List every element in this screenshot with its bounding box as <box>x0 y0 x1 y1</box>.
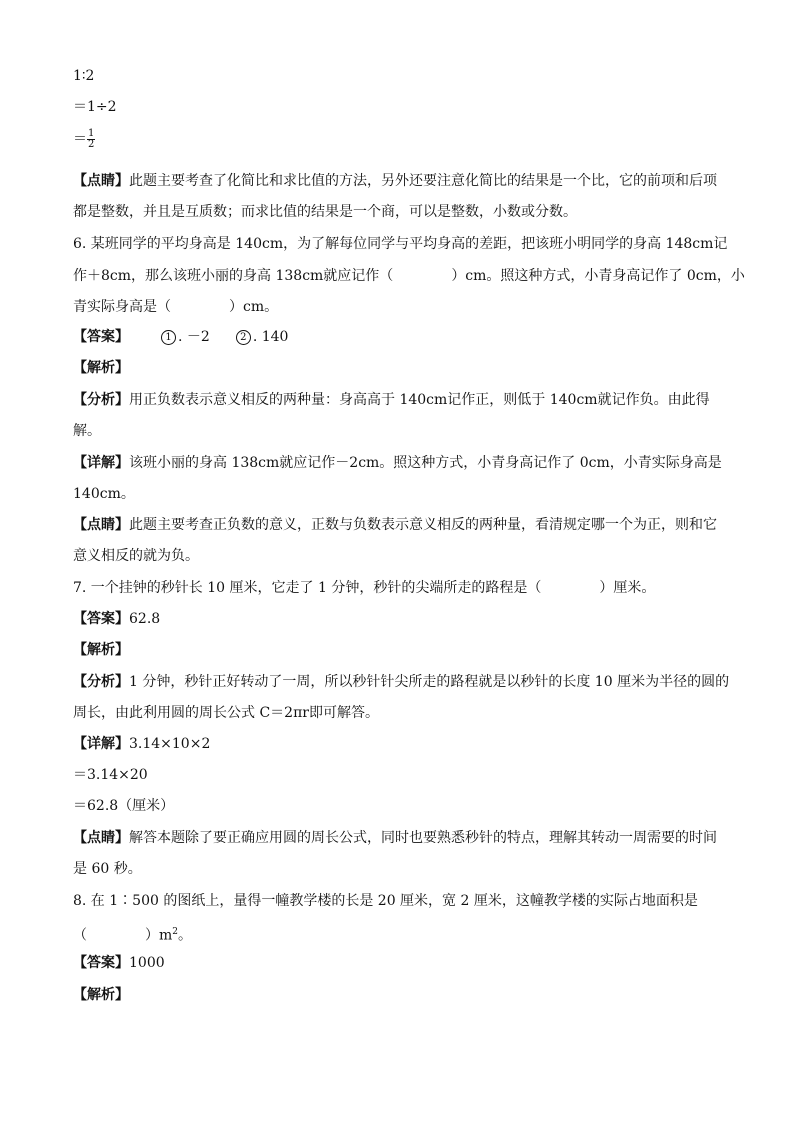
q5-dianjing-line-1 <box>73 171 717 191</box>
q6-dianjing-line-1 <box>73 515 717 535</box>
dianjing-text: 解答本题除了要正确应用圆的周长公式，同时也要熟悉秒针的特点，理解其转动一周需要的时间 <box>129 830 717 846</box>
q6-answer-line <box>73 327 288 347</box>
xiangjie-label: 【详解】 <box>73 736 129 752</box>
fenxi-text: 用正负数表示意义相反的两种量：身高高于 140cm记作正，则低于 140cm就记作负。由此得 <box>129 392 710 408</box>
q8-period: 。 <box>178 927 193 944</box>
fraction-line <box>73 129 95 150</box>
q6-stem-part-d: ）cm。 <box>229 299 279 315</box>
circled-number-2: 2 <box>236 330 251 345</box>
calc-step-3: ＝62.8（厘米） <box>73 798 175 814</box>
equals-sign: ＝ <box>73 131 87 148</box>
q6-stem-line-2 <box>73 266 745 286</box>
q7-dianjing-line-2: 是 60 秒。 <box>73 861 142 877</box>
answer-label: 【答案】 <box>73 955 129 971</box>
xiangjie-text: 该班小丽的身高 138cm就应记作－2cm。照这种方式，小青身高记作了 0cm，小青实际身高是 <box>129 455 722 471</box>
jiexi-label: 【解析】 <box>73 642 129 658</box>
q7-xiangjie-line-1 <box>73 734 210 754</box>
q6-stem-line-1: 6. 某班同学的平均身高是 140cm，为了解每位同学与平均身高的差距，把该班小明同学的身高 148cm记 <box>73 236 728 252</box>
jiexi-label: 【解析】 <box>73 360 129 376</box>
ratio-line: 1∶2 <box>73 68 95 84</box>
q6-stem-line-3 <box>73 297 278 317</box>
fenxi-label: 【分析】 <box>73 674 129 690</box>
divide-line: ＝1÷2 <box>73 99 117 115</box>
q6-fenxi-line-2: 解。 <box>73 423 101 439</box>
dianjing-label: 【点睛】 <box>73 173 129 189</box>
q6-dianjing-line-2: 意义相反的就为负。 <box>73 548 199 564</box>
xiangjie-label: 【详解】 <box>73 455 129 471</box>
answer-label: 【答案】 <box>73 611 129 627</box>
q8-stem-line-1: 8. 在 1∶500 的图纸上，量得一幢教学楼的长是 20 厘米，宽 2 厘米，这幢教学楼的实际占地面积是 <box>73 893 698 909</box>
fraction-numerator: 1 <box>88 128 95 139</box>
jiexi-label: 【解析】 <box>73 987 129 1003</box>
q7-dianjing-line-1 <box>73 828 717 848</box>
calc-step-1: 3.14×10×2 <box>129 736 211 752</box>
q6-stem-part-b: ）cm。照这种方式，小青身高记作了 0cm，小 <box>451 268 745 284</box>
q7-fenxi-line-1 <box>73 672 729 692</box>
q8-close-paren-unit: ）m <box>145 927 173 944</box>
answer-value: 1000 <box>129 955 165 971</box>
calc-step-2: ＝3.14×20 <box>73 767 148 783</box>
fenxi-label: 【分析】 <box>73 392 129 408</box>
unit-superscript: 2 <box>172 927 179 937</box>
q7-stem-part-b: ）厘米。 <box>599 580 656 596</box>
fenxi-text: 1 分钟，秒针正好转动了一周，所以秒针针尖所走的路程就是以秒针的长度 10 厘米为半径的圆的 <box>129 674 730 690</box>
dianjing-text: 此题主要考查了化简比和求比值的方法，另外还要注意化简比的结果是一个比，它的前项和后项 <box>129 173 717 189</box>
answer-value: 62.8 <box>129 611 161 627</box>
q8-open-paren: （ <box>73 927 87 944</box>
q7-stem-part-a: 7. 一个挂钟的秒针长 10 厘米，它走了 1 分钟，秒针的尖端所走的路程是（ <box>73 580 542 596</box>
dianjing-label: 【点睛】 <box>73 517 129 533</box>
answer-label: 【答案】 <box>73 329 129 345</box>
circled-number-1: 1 <box>161 330 176 345</box>
q8-answer-line <box>73 953 165 973</box>
answer-value-1: . －2 <box>178 329 210 345</box>
q7-answer-line <box>73 609 160 629</box>
q7-stem-line <box>73 578 655 598</box>
q5-dianjing-line-2: 都是整数，并且是互质数；而求比值的结果是一个商，可以是整数，小数或分数。 <box>73 204 577 220</box>
fraction-denominator: 2 <box>88 139 95 150</box>
dianjing-text: 此题主要考查正负数的意义，正数与负数表示意义相反的两种量，看清规定哪一个为正，则和它 <box>129 517 717 533</box>
q6-stem-part-c: 青实际身高是（ <box>73 299 171 315</box>
q6-xiangjie-line-1 <box>73 453 722 473</box>
q6-fenxi-line-1 <box>73 390 710 410</box>
q8-stem-line-2 <box>73 922 192 946</box>
q6-xiangjie-line-2: 140cm。 <box>73 486 135 502</box>
fraction-one-half <box>87 129 95 150</box>
q6-stem-part-a: 作＋8cm，那么该班小丽的身高 138cm就应记作（ <box>73 268 394 284</box>
dianjing-label: 【点睛】 <box>73 830 129 846</box>
q7-fenxi-line-2: 周长，由此利用圆的周长公式 C＝2πr即可解答。 <box>73 705 379 721</box>
answer-value-2: . 140 <box>252 329 289 345</box>
